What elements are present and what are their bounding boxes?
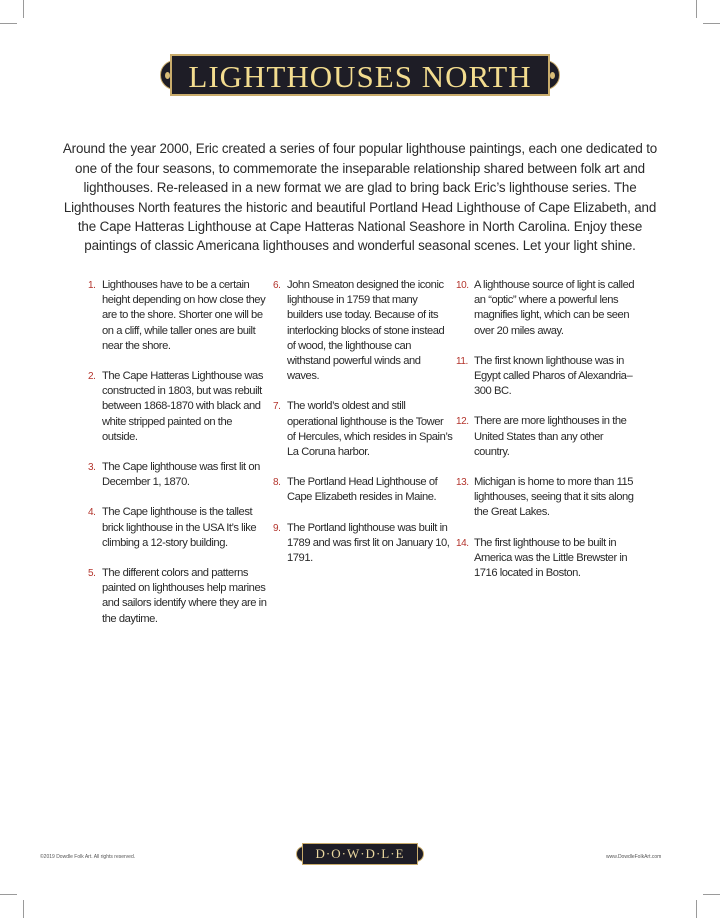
fact-item [273,475,453,505]
crop-mark-top-left-vertical [23,0,24,18]
fact-text: Michigan is home to more than 115 lighthouses, seeing that it sits along the Great Lakes. [474,476,634,519]
fact-text: The first known lighthouse was in Egypt called Pharos of Alexandria–300 BC. [474,354,633,398]
fact-item [273,399,453,460]
fact-number: 3. [88,462,96,474]
fact-number: 9. [273,522,281,534]
banner-rivet-icon [550,72,555,79]
fact-text: The first lighthouse to be built in America was the Little Brewster in 1716 located in Boston. [474,536,628,580]
fact-item [456,414,636,460]
fact-number: 5. [88,568,96,580]
fact-text: Lighthouses have to be a certain height depending on how close they are to the shore. Shorter one will be on a cliff, while taller ones are built near the shore. [102,279,266,352]
banner-plate [170,54,550,96]
fact-number: 10. [456,280,469,291]
logo-plate [302,843,418,865]
website-link[interactable]: www.DowdleFolkArt.com [606,854,662,860]
crop-mark-top-right-horizontal [703,23,720,24]
fact-item [88,566,268,627]
copyright-text: ©2019 Dowdle Folk Art. All rights reserved. [40,854,136,860]
crop-mark-bottom-left-horizontal [0,894,17,895]
fact-text: The Cape lighthouse was first lit on December 1, 1870. [102,461,260,489]
fact-number: 2. [88,371,96,383]
logo-text: D·O·W·D·L·E [315,846,405,861]
intro-paragraph: Around the year 2000, Eric created a series of four popular lighthouse paintings, each one dedicated to one of the four seasons, to commemorate the inseparable relationship shared between folk art and lighthouses. Re-released in a new format we are glad to bring back Eric’s lighthouse series. The Lighthouses North features the historic and beautiful Portland Head Lighthouse of Cape Elizabeth, and the Cape Hatteras Lighthouse at Cape Hatteras National Seashore in North Carolina. Enjoy these paintings of classic Americana lighthouses and wonderful seasonal scenes. Let your light shine. [62,141,658,254]
fact-number: 11. [456,355,468,367]
fact-number: 13. [456,477,469,489]
fact-text: The Portland Head Lighthouse of Cape Elizabeth resides in Maine. [287,476,438,504]
fact-item [88,505,268,551]
crop-mark-top-right-vertical [696,0,697,18]
fact-number: 1. [88,280,96,291]
fact-number: 7. [273,401,281,413]
fact-number: 6. [273,280,281,291]
fact-text: The Cape Hatteras Lighthouse was constructed in 1803, but was rebuilt between 1868-1870 with black and white stripped painted on the outside. [102,370,263,443]
fact-number: 12. [456,416,469,428]
crop-mark-bottom-left-vertical [23,900,24,918]
fact-text: There are more lighthouses in the United States than any other country. [474,415,627,458]
facts-column-1 [88,278,268,642]
crop-mark-bottom-right-vertical [696,900,697,918]
fact-text: John Smeaton designed the iconic lighthouse in 1759 that many builders use today. Because of its interlocking blocks of stone instead of wood, the lighthouse can withstand powerful winds and waves. [287,279,445,383]
fact-number: 14. [456,537,469,549]
fact-item [88,460,268,490]
fact-item [456,354,636,400]
fact-text: The different colors and patterns painted on lighthouses help marines and sailors identify where they are in the daytime. [102,567,267,625]
facts-column-3 [456,278,636,596]
crop-mark-bottom-right-horizontal [703,894,720,895]
crop-mark-top-left-horizontal [0,23,17,24]
fact-number: 8. [273,477,281,489]
dowdle-logo [296,843,424,865]
fact-text: A lighthouse source of light is called an “optic” where a powerful lens magnifies light, which can be seen over 20 miles away. [474,279,635,337]
page-title: LIGHTHOUSES NORTH [188,59,532,94]
fact-text: The Portland lighthouse was built in 1789 and was first lit on January 10, 1791. [287,521,450,565]
fact-text: The world’s oldest and still operational lighthouse is the Tower of Hercules, which resides in Spain’s La Coruna harbor. [287,400,453,459]
fact-item [456,536,636,582]
title-banner [160,54,560,96]
fact-item [88,278,268,354]
fact-number: 4. [88,507,96,519]
fact-item [273,278,453,384]
fact-item [456,278,636,339]
facts-column-2 [273,278,453,581]
fact-item [456,475,636,521]
fact-item [273,521,453,567]
fact-item [88,369,268,445]
fact-text: The Cape lighthouse is the tallest brick lighthouse in the USA It’s like climbing a 12-story building. [102,506,257,549]
